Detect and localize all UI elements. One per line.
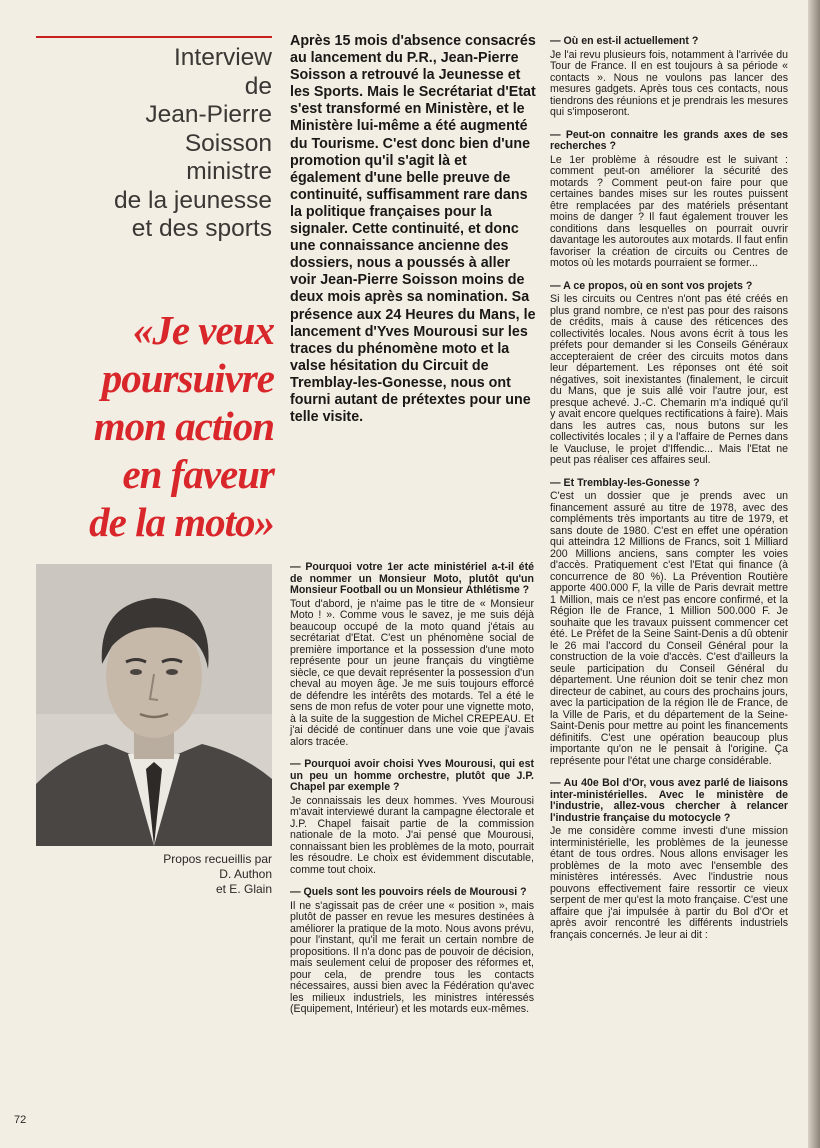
qa-block xyxy=(550,778,788,941)
qa-block xyxy=(550,281,788,467)
qa-block xyxy=(290,562,534,748)
question: — Où en est-il actuellement ? xyxy=(550,35,699,47)
credit-line: Propos recueillis par xyxy=(163,852,272,866)
credit-line: D. Authon xyxy=(219,867,272,881)
quote-line: poursuivre xyxy=(101,355,274,401)
question: — Au 40e Bol d'Or, vous avez parlé de liaisons inter-ministérielles. Avec le ministère de l'industrie, allez-vous chercher à relancer l'industrie française du motocycle ? xyxy=(550,777,788,824)
heading-line: Soisson xyxy=(184,129,272,157)
qa-block xyxy=(550,478,788,768)
qa-block xyxy=(550,36,788,119)
qa-block xyxy=(290,759,534,876)
question: — Et Tremblay-les-Gonesse ? xyxy=(550,476,700,489)
answer: Je connaissais les deux hommes. Yves Mourousi m'avait interviewé durant la campagne électorale et J.P. Chapel faisait partie de la commission nationale de la moto. J'ai pensé que Mourousi, connaissant bien les problèmes de la moto, pourrait les résoudre. Le choix est évidemment discutable, comme tout choix. xyxy=(290,794,534,876)
top-red-rule xyxy=(36,36,272,38)
answer: C'est un dossier que je prends avec un financement assuré au titre de 1978, avec des compléments très importants au titre de 1979, et sans doute de 1980. C'est en effet une opération qui atteindra 12 Millions de Francs, soit 1 Milliard 200 Millions anciens, sans compter les voies d'accès. Pratiquement c'est l'Etat qui finance (à concurrence de 80 %). La Prévention Routière apporte 400.000 F, la ville de Paris devrait mettre 1 Million, mais ce n'est pas encore confirmé, et la Région Ile de France, 1 Million 500.000 F. Je souhaite que les travaux puissent commencer cet été. Le Préfet de la Seine Saint-Denis a dû obtenir le 26 mai l'accord du Conseil Général pour la construction de la voie d'accès. C'est d'ailleurs la seule participation du Conseil Général du département. Une réunion doit se tenir chez mon directeur de cabinet, au cours des prochains jours, avec la participation de la région Ile de France, de la Ville de Paris, et du département de la Seine-Saint-Denis pour mettre au point les financements définitifs. C'est une opération beaucoup plus importante qu'on ne le pensait à l'origine. Ça représente pour l'état une charge considérable. xyxy=(550,490,788,767)
quote-line: de la moto» xyxy=(89,499,274,545)
portrait-illustration xyxy=(36,564,272,846)
answer: Je me considère comme investi d'une mission interministérielle, les problèmes de la jeunesse étant de tous ordres. Nous allons envisager les problèmes de la moto avec l'ensemble des ministères intéressés. Avec l'industrie nous pouvons effectivement faire ressortir ce vieux serpent de mer qu'est la moto française. C'est une affaire que j'ai impulsée à partir du Bol d'Or et après avoir rencontré les différents industriels français concernés. Je leur ai dit : xyxy=(550,825,788,941)
article-column-right xyxy=(550,36,788,952)
quote-line: en faveur xyxy=(122,451,274,497)
answer: Il ne s'agissait pas de créer une « position », mais plutôt de passer en revue les mesures destinées à améliorer la pratique de la moto. Nous avons prévu, pour l'instant, qu'il me ferait un certain nombre de propositions. Il n'a donc pas de pouvoir de décision, mais seulement celui de proposer des réformes et, pour cela, de prendre tous les contacts nécessaires, aussi bien avec la Fédération qu'avec les milieux industriels, les ministres intéressés (Equipement, Intérieur) et les motards eux-mêmes. xyxy=(290,899,534,1015)
answer: Tout d'abord, je n'aime pas le titre de « Monsieur Moto ! ». Comme vous le savez, je me suis déjà beaucoup occupé de la moto quand j'étais au secrétariat d'Etat. C'est un phénomène social de première importance et la possession d'une moto représente pour un jeune français du vingtième siècle, ce que devait représenter la possession d'un cheval au moyen âge. Je me suis toujours efforcé de défendre les intérêts des motards. Tel a été le sens de mon refus de voter pour une vignette moto, à la suite de la suggestion de Michel CREPEAU. Et j'ai décidé de continuer dans une voie que j'avais alors tracée. xyxy=(290,597,534,748)
heading-line: ministre xyxy=(186,158,272,185)
answer: Le 1er problème à résoudre est le suivant : comment peut-on améliorer la sécurité des motards ? Comment peut-on faire pour que certaines bandes mises sur les routes puissent être remplacées par des matériels présentant moins de danger ? Il faut également trouver les conditions dans lesquelles on pourrait ouvrir davantage les autoroutes aux motards. Il faut enfin favoriser la création de circuits ou Centres de motos où les motards pourraient se former... xyxy=(550,153,788,269)
article-column-left xyxy=(290,562,534,1027)
heading-line: et des sports xyxy=(131,215,272,242)
qa-block xyxy=(290,887,534,1016)
heading-line: Interview xyxy=(173,44,272,71)
page-edge xyxy=(808,0,820,1148)
quote-line: «Je veux xyxy=(132,307,274,353)
question: — Quels sont les pouvoirs réels de Mourousi ? xyxy=(290,886,527,898)
heading-line: Jean-Pierre xyxy=(145,101,272,128)
page-number: 72 xyxy=(14,1114,27,1126)
qa-block xyxy=(550,130,788,270)
credit-line: et E. Glain xyxy=(215,882,272,896)
heading-line: de la jeunesse xyxy=(113,186,272,214)
photo-credit xyxy=(120,852,272,897)
intro-paragraph: Après 15 mois d'absence consacrés au lancement du P.R., Jean-Pierre Soisson a retrouvé la Jeunesse et les Sports. Mais le Secrétariat d'Etat s'est transformé en Ministère, et le Ministère lui-même a été augmenté du Tourisme. C'est donc bien d'une promotion qu'il s'agit là et également d'une belle preuve de continuité, suffisamment rare dans la politique françaises pour la signaler. Cette continuité, et donc une connaissance ancienne des dossiers, nous a poussés à aller voir Jean-Pierre Soisson moins de deux mois après sa nomination. Sa présence aux 24 Heures du Mans, le lancement d'Yves Mourousi sur les traces du phénomène moto et la valse hésitation du Circuit de Tremblay-les-Gonesse, nous ont fourni autant de prétextes pour une telle visite. xyxy=(290,33,536,426)
question: — Pourquoi votre 1er acte ministériel a-t-il été de nommer un Monsieur Moto, plutôt qu'un Monsieur Football ou un Monsieur Athlétisme ? xyxy=(290,561,534,596)
portrait-photo xyxy=(36,564,272,846)
pull-quote xyxy=(26,306,274,546)
heading-line: de xyxy=(244,72,272,100)
question: — Peut-on connaitre les grands axes de ses recherches ? xyxy=(550,128,788,152)
answer: Je l'ai revu plusieurs fois, notamment à l'arrivée du Tour de France. Il en est toujours à sa période « contacts ». Nous ne voulons pas lancer des mesures gadgets. Après tous ces contacts, nous tiendrons des réunions et je prendrais les mesures qui s'imposeront. xyxy=(550,48,788,118)
interview-heading xyxy=(60,44,272,244)
question: — A ce propos, où en sont vos projets ? xyxy=(550,279,753,292)
answer: Si les circuits ou Centres n'ont pas été créés en plus grand nombre, ce n'est pas pour des raisons de crédits, mais à cause des réticences des collectivités locales. Nous avons écrit à tous les préfets pour demander si les Conseils Généraux accepteraient de créer des circuits motos dans leur département. Les réponses ont été soit négatives, soit inexistantes (finalement, le circuit du Mans, que je suis allé voir l'autre jour, est presque achevé. J.-C. Chemarin m'a indiqué qu'il y avait encore quelques rectifications à faire). Mais dans les autres cas, nous butons sur les collectivités locales ; il y a l'affaire de Pernes dans le Vaucluse, le projet d'Iffendic... Mais l'Etat ne peut pas réaliser ces affaires seul. xyxy=(550,293,788,466)
question: — Pourquoi avoir choisi Yves Mourousi, qui est un peu un homme orchestre, plutôt que J.P. Chapel par exemple ? xyxy=(290,758,534,793)
quote-line: mon action xyxy=(93,403,274,449)
